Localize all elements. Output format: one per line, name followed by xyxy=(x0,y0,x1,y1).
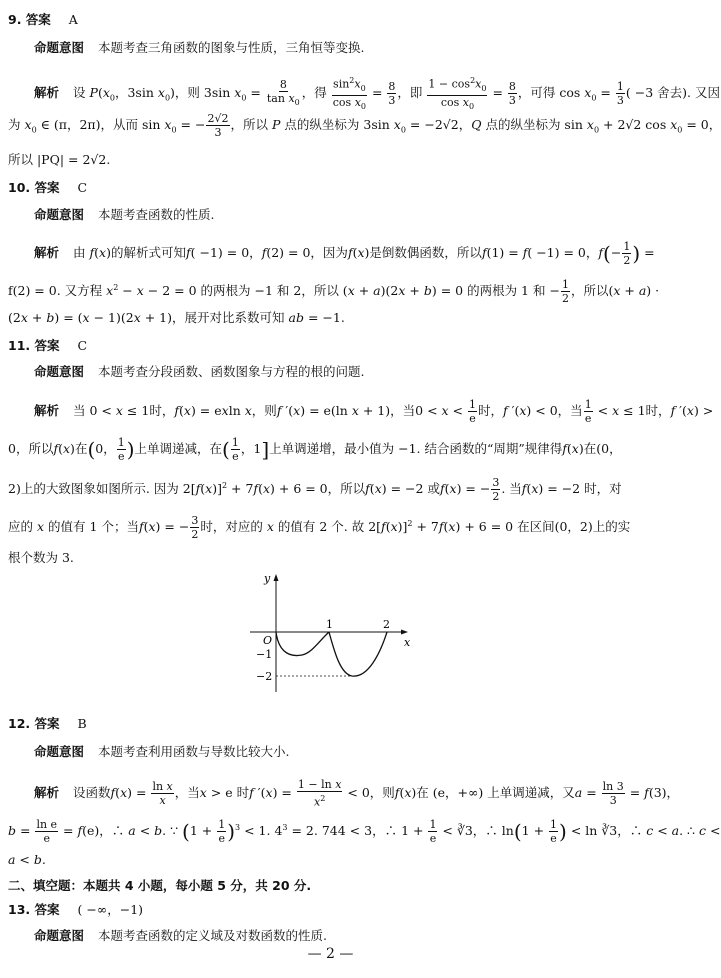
q11-answer: C xyxy=(77,338,88,353)
x-label: x xyxy=(404,636,411,649)
q9-intent-label: 命题意图 xyxy=(34,40,85,55)
q9-analysis-line3: 所以 |PQ| = 2√2. xyxy=(8,152,111,167)
q12-header xyxy=(8,716,87,732)
q12-analysis-label: 解析 xyxy=(34,784,60,800)
origin-label: O xyxy=(263,634,273,647)
q11-intent: 命题意图 本题考查分段函数、函数图象与方程的根的问题. xyxy=(34,364,365,379)
tick-2: 2 xyxy=(383,618,390,631)
q9-analysis-label: 解析 xyxy=(34,85,60,101)
tick-minus2: −2 xyxy=(256,670,273,683)
y-axis-arrow xyxy=(274,574,279,581)
q11-analysis-line3: 2)上的大致图象如图所示. 因为 $2[f(x)]^2 + 7f(x) + 6 = 0$，所以f(x) = −2 或f(x) = − $\frac{3}{2}$ . 当f(x) = −2 时，对 xyxy=(8,476,622,503)
q9-intent xyxy=(34,40,365,56)
q12-title: 12. 答案 xyxy=(8,716,60,731)
q11-analysis-line5: 根个数为 3. xyxy=(8,550,74,565)
q12-analysis-line1: 解析 设函数f(x) = $\frac{\text{ln x}}{x}$ ，当x > e 时f ′(x) = $\frac{\text{1 − ln x}}{x^2}$ < 0，则f(x)在 (e，+∞) 上单调递减，又a = $\frac{\ln 3}{3}$ = f(3)， xyxy=(34,778,680,809)
q13-answer: ( −∞，−1) xyxy=(77,902,144,917)
q9-analysis-line2: 为 $x_0$ ∈ (π，2π)，从而 $\sin x_0$ = − $\frac{2√2}{3}$ ，所以 P 点的纵坐标为 3sin $x_0 = -2√2$，Q 点的纵坐标为 $\sin x_0 + 2√2$ $\cos x_0 = 0$， xyxy=(8,112,721,139)
q9-header xyxy=(8,12,78,28)
q11-title: 11. 答案 xyxy=(8,338,60,353)
q10-analysis-line2: f(2) = 0. 又方程 $x^2 - x - 2 = 0$ 的两根为 −1 和 2，所以 (x + a)(2x + b) = 0 的两根为 1 和 − $\frac{1}{2}$ ，所以(x + a) · xyxy=(8,278,660,305)
q11-header xyxy=(8,338,87,354)
q13-header xyxy=(8,902,143,918)
q10-intent: 命题意图 本题考查函数的性质. xyxy=(34,207,215,222)
q13-intent: 命题意图 本题考查函数的定义域及对数函数的性质. xyxy=(34,928,327,943)
curve-segment-2 xyxy=(329,632,387,676)
q10-header xyxy=(8,180,87,196)
curve-segment-1 xyxy=(276,632,329,656)
q10-intent-label: 命题意图 xyxy=(34,207,85,222)
q9-title: 9. 答案 xyxy=(8,12,51,27)
q11-analysis-line1: 解析 当 0 < x ≤ 1时，f(x) = exln x，则f ′(x) = e(ln x + 1)，当0 < x < $\frac{1}{e}$ 时，f ′(x) < 0，当 $\frac{1}{e}$ < x ≤ 1时，f ′(x) > xyxy=(34,398,714,425)
q9-answer: A xyxy=(68,12,78,27)
q9-analysis-line1: 解析 设 $P(x_0$，3sin $x_0$)，则 3sin $x_0$ = $\frac{8}{\tan x_0}$ ，得 $\frac{\sin^2x_0}{\cos x_0}$ = $\frac{8}{3}$ ，即 $\frac{1 - \cos^2x_0}{\cos x_0}$ = $\frac{8}{3}$ ，可得 $\cos x_0$ = $\frac{1}{3}$ ( −3 舍去). 又因 xyxy=(34,76,720,112)
q10-answer: C xyxy=(77,180,88,195)
q10-analysis-line3: (2x + b) = (x − 1)(2x + 1)，展开对比系数可知 ab = −1. xyxy=(8,310,345,325)
q12-answer: B xyxy=(77,716,87,731)
q9-intent-text: 本题考查三角函数的图象与性质，三角恒等变换. xyxy=(98,40,365,55)
q13-title: 13. 答案 xyxy=(8,902,60,917)
q11-analysis-line4: 应的 x 的值有 1 个；当f(x) = − $\frac{3}{2}$ 时，对应的 x 的值有 2 个. 故 $2[f(x)]^2 + 7f(x) + 6 = 0$ 在区间(0，2)上的实 xyxy=(8,514,631,541)
q13-intent-label: 命题意图 xyxy=(34,928,85,943)
q12-intent-label: 命题意图 xyxy=(34,744,85,759)
q11-analysis-line2: 0，所以f(x)在(0， $\frac{1}{e}$ )上单调递减，在( $\frac{1}{e}$ ，1]上单调递增，最小值为 −1. 结合函数的“周期”规律得f(x)在(0， xyxy=(8,436,622,463)
section-2-heading: 二、填空题：本题共 4 小题，每小题 5 分，共 20 分. xyxy=(8,878,312,893)
tick-1: 1 xyxy=(326,618,333,631)
tick-minus1: −1 xyxy=(256,648,273,661)
q10-analysis-line1: 解析 由 f(x)的解析式可知f( −1) = 0，f(2) = 0，因为f(x)是倒数偶函数，所以f(1) = f( −1) = 0，f(− $\frac{1}{2}$ ) = xyxy=(34,240,655,267)
q12-analysis-line2: b = $\frac{\text{ln e}}{e}$ = f(e)，∴ a < b. ∵ (1 + $\frac{1}{e}$ )$^3$ < 1. $4^3 = 2$. 744 < 3，∴ 1 + $\frac{1}{e}$ < ∛3，∴ ln(1 + $\frac{1}{e}$ ) < ln ∛3，∴ c < a. ∴ c < xyxy=(8,818,721,845)
q12-intent: 命题意图 本题考查利用函数与导数比较大小. xyxy=(34,744,290,759)
x-axis-arrow xyxy=(401,630,408,635)
q10-analysis-label: 解析 xyxy=(34,245,60,260)
q11-analysis-label: 解析 xyxy=(34,403,60,418)
q10-title: 10. 答案 xyxy=(8,180,60,195)
q11-intent-label: 命题意图 xyxy=(34,364,85,379)
q12-analysis-line3: a < b. xyxy=(8,852,46,867)
function-graph xyxy=(246,570,426,700)
y-label: y xyxy=(264,572,271,585)
page-number: — 2 — xyxy=(307,946,354,962)
